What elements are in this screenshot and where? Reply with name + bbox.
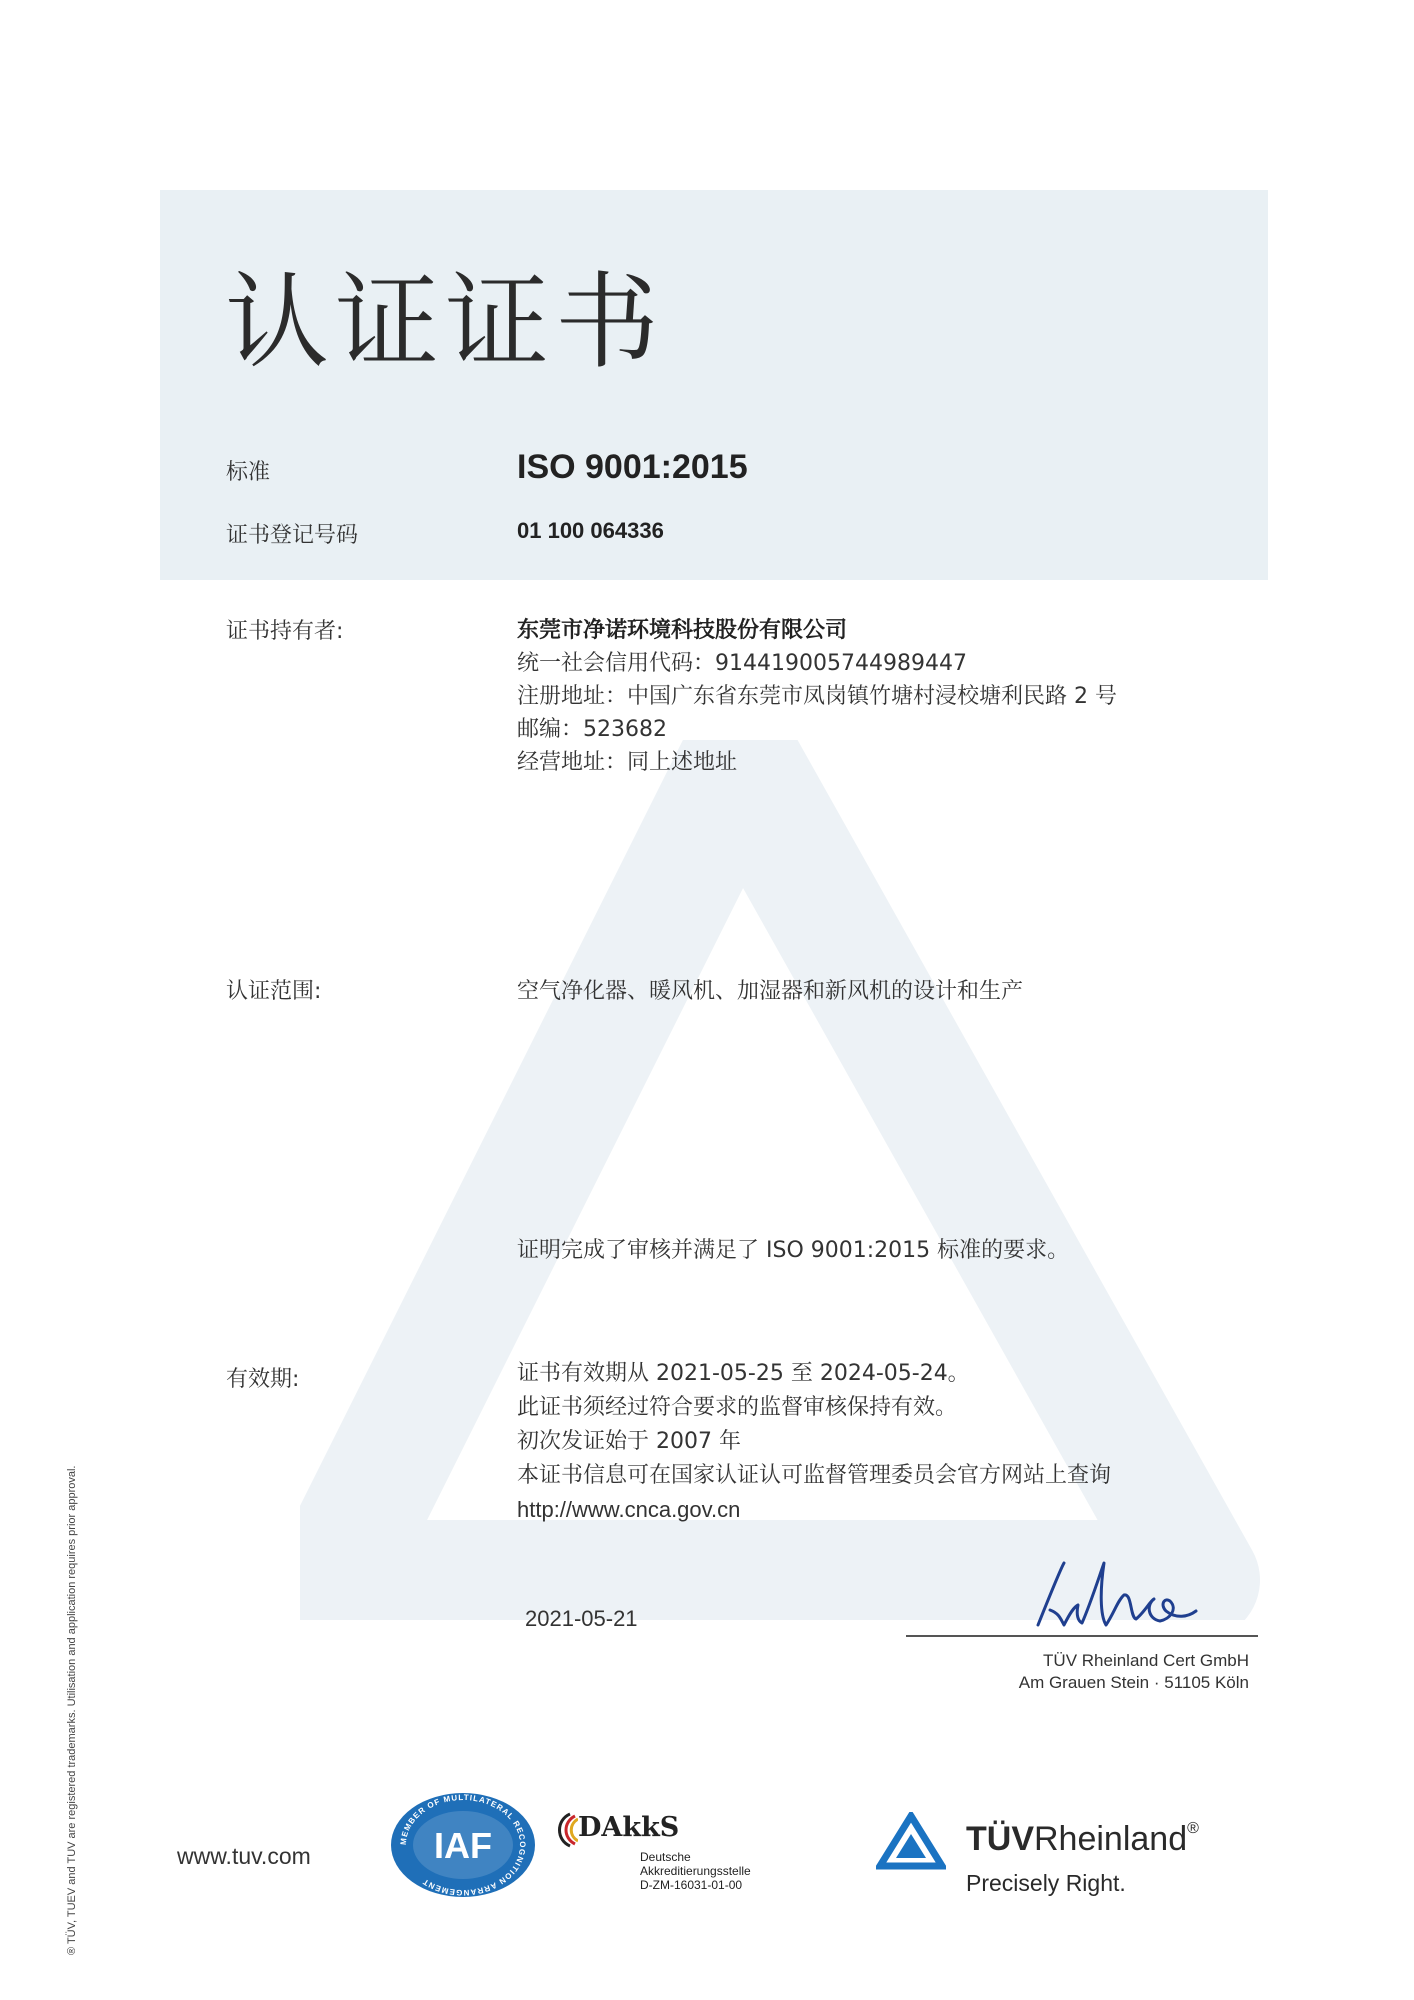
website-link[interactable]: www.tuv.com — [177, 1843, 311, 1869]
registration-number: 01 100 064336 — [517, 518, 664, 543]
holder-label: 证书持有者: — [226, 619, 344, 644]
tuv-triangle-icon — [876, 1812, 946, 1870]
validity-label: 有效期: — [226, 1367, 300, 1392]
tuv-brand-bold: TÜV — [966, 1820, 1034, 1858]
iaf-name: IAF — [434, 1825, 492, 1866]
tuv-tagline: Precisely Right. — [966, 1870, 1126, 1896]
validity-period: 证书有效期从 2021-05-25 至 2024-05-24。 — [517, 1361, 970, 1386]
signature-line — [906, 1635, 1258, 1637]
compliance-statement: 证明完成了审核并满足了 ISO 9001:2015 标准的要求。 — [517, 1238, 1070, 1263]
holder-registered-address: 注册地址：中国广东省东莞市凤岗镇竹塘村浸校塘利民路 2 号 — [517, 684, 1117, 709]
standard-label: 标准 — [226, 460, 271, 485]
validity-lookup-note: 本证书信息可在国家认证认可监督管理委员会官方网站上查询 — [517, 1463, 1112, 1488]
scope-value: 空气净化器、暖风机、加湿器和新风机的设计和生产 — [517, 979, 1024, 1004]
trademark-note: ® TÜV, TUEV and TUV are registered trademarks. Utilisation and application requires prior approval. — [66, 1465, 78, 1955]
issuer-name: TÜV Rheinland Cert GmbH — [1043, 1651, 1249, 1670]
tuv-brand-regular: Rheinland — [1034, 1820, 1188, 1858]
validity-first-issue: 初次发证始于 2007 年 — [517, 1429, 741, 1454]
dakks-line-2: Akkreditierungsstelle — [640, 1864, 751, 1878]
iaf-logo — [388, 1790, 538, 1900]
certificate-title: 认证证书 — [225, 261, 666, 383]
issuer-block — [1019, 1650, 1249, 1694]
validity-surveillance-note: 此证书须经过符合要求的监督审核保持有效。 — [517, 1395, 958, 1420]
validity-details — [517, 1357, 1111, 1527]
dakks-line-1: Deutsche — [640, 1850, 691, 1864]
holder-business-address: 经营地址：同上述地址 — [517, 750, 738, 775]
dakks-details — [640, 1850, 751, 1892]
holder-company: 东莞市净诺环境科技股份有限公司 — [517, 618, 848, 643]
holder-details — [517, 614, 1117, 779]
standard-value: ISO 9001:2015 — [517, 448, 748, 486]
issuer-address: Am Grauen Stein · 51105 Köln — [1018, 1673, 1249, 1692]
registration-label: 证书登记号码 — [226, 523, 359, 548]
tuv-registered-mark: ® — [1187, 1820, 1199, 1837]
dakks-accreditation-number: D-ZM-16031-01-00 — [640, 1878, 743, 1892]
holder-credit-code: 统一社会信用代码：914419005744989447 — [517, 651, 967, 676]
cnca-url[interactable]: http://www.cnca.gov.cn — [517, 1497, 741, 1522]
signature — [1020, 1555, 1200, 1635]
iaf-ring-text: MEMBER OF MULTILATERAL RECOGNITION ARRANGEMENT — [398, 1792, 528, 1898]
tuv-brand — [966, 1820, 1199, 1859]
issue-date: 2021-05-21 — [525, 1606, 638, 1631]
holder-postcode: 邮编：523682 — [517, 717, 667, 742]
dakks-name: DAkkS — [578, 1812, 680, 1843]
dakks-mark-icon — [548, 1810, 578, 1850]
scope-label: 认证范围: — [226, 979, 322, 1004]
